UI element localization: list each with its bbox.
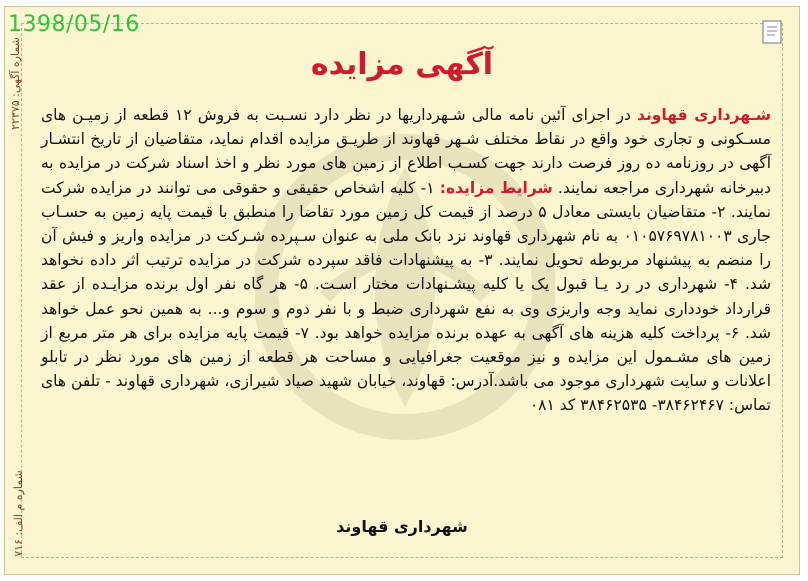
ad-frame <box>4 6 800 575</box>
ad-body <box>41 103 771 418</box>
ad-title: آگهی مزایده <box>310 47 494 82</box>
ref-number-label: شماره م الف: ۷۱۶ <box>11 470 25 557</box>
date-stamp: 1398/05/16 <box>8 12 140 37</box>
body-part-2: ۱- کلیه اشخاص حقیقی و حقوقی می توانند در مزایده شرکت نمایند. ۲- متقاضیان بایستی معادل ۵ درصد از قیمت کل زمین مورد تقاضا را منطبق با قیمت پایه زمین به حسـاب جاری ۰۱۰۵۷۶۹۷۸۱۰۰۳ به نام شهرداری قهاوند نزد بانک ملی به عنوان سـپرده شـرکت در مزایده واریز و فیش آن را منضم به پیشنهاد مربوطه تحویل نمایند. ۳- به پیشنهادات فاقد سپرده شرکت در مزایده ترتیب اثر داده نخواهد شد. ۴- شهرداری در رد یـا قبول یک یا کلیه پیشـنهادات مختار اسـت. ۵- هر گاه نفر اول برنده مزایـده از عقد قرارداد خودداری نماید وجه واریزی وی به نفع شهرداری ضبط و با نفر دوم و سوم و... به همین نحو عمل خواهد شد. ۶- پرداخت کلیه هزینه های آگهی به عهده برنده مزایده خواهد بود. ۷- قیمت پایه مزایده برای هر متر مربع از زمین های مشـمول این مزایده و نیز موقعیت جغرافیایی و مساحت هر قطعه از زمین های مورد نظر در تابلو اعلانات و سایت شهرداری موجود می باشد.آدرس: قهاوند، خیابان شهید صیاد شیرازی، شهرداری قهاوند - تلفن های تماس: ۳۸۴۶۲۴۶۷- ۳۸۴۶۲۵۳۵ کد ۰۸۱ <box>41 178 771 415</box>
body-part-1: در اجرای آئین نامه مالی شـهرداریها در نظر دارد نسـبت به فروش ۱۲ قطعه از زمیـن های مسـکونی و تجاری خود واقع در نقاط مختلف شـهر قهاوند از طریـق مزایده اقدام نماید، متقاضیان از تاریخ انتشـار آگهی در روزنامه ده روز فرصت دارند جهت کسـب اطلاع از زمین های مورد نظر و اخذ اسناد شرکت در مزایده به دبیرخانه شهرداری مراجعه نمایند. <box>41 106 771 197</box>
signature: شهرداری قهاوند <box>336 517 468 536</box>
document-icon <box>761 19 785 45</box>
conditions-heading: شرایط مزایده: <box>439 178 553 197</box>
ad-number-label: شماره آگهی: ۲۲۳۷۵ <box>8 37 22 130</box>
municipality-name: شـهرداری قهاوند <box>637 106 772 124</box>
